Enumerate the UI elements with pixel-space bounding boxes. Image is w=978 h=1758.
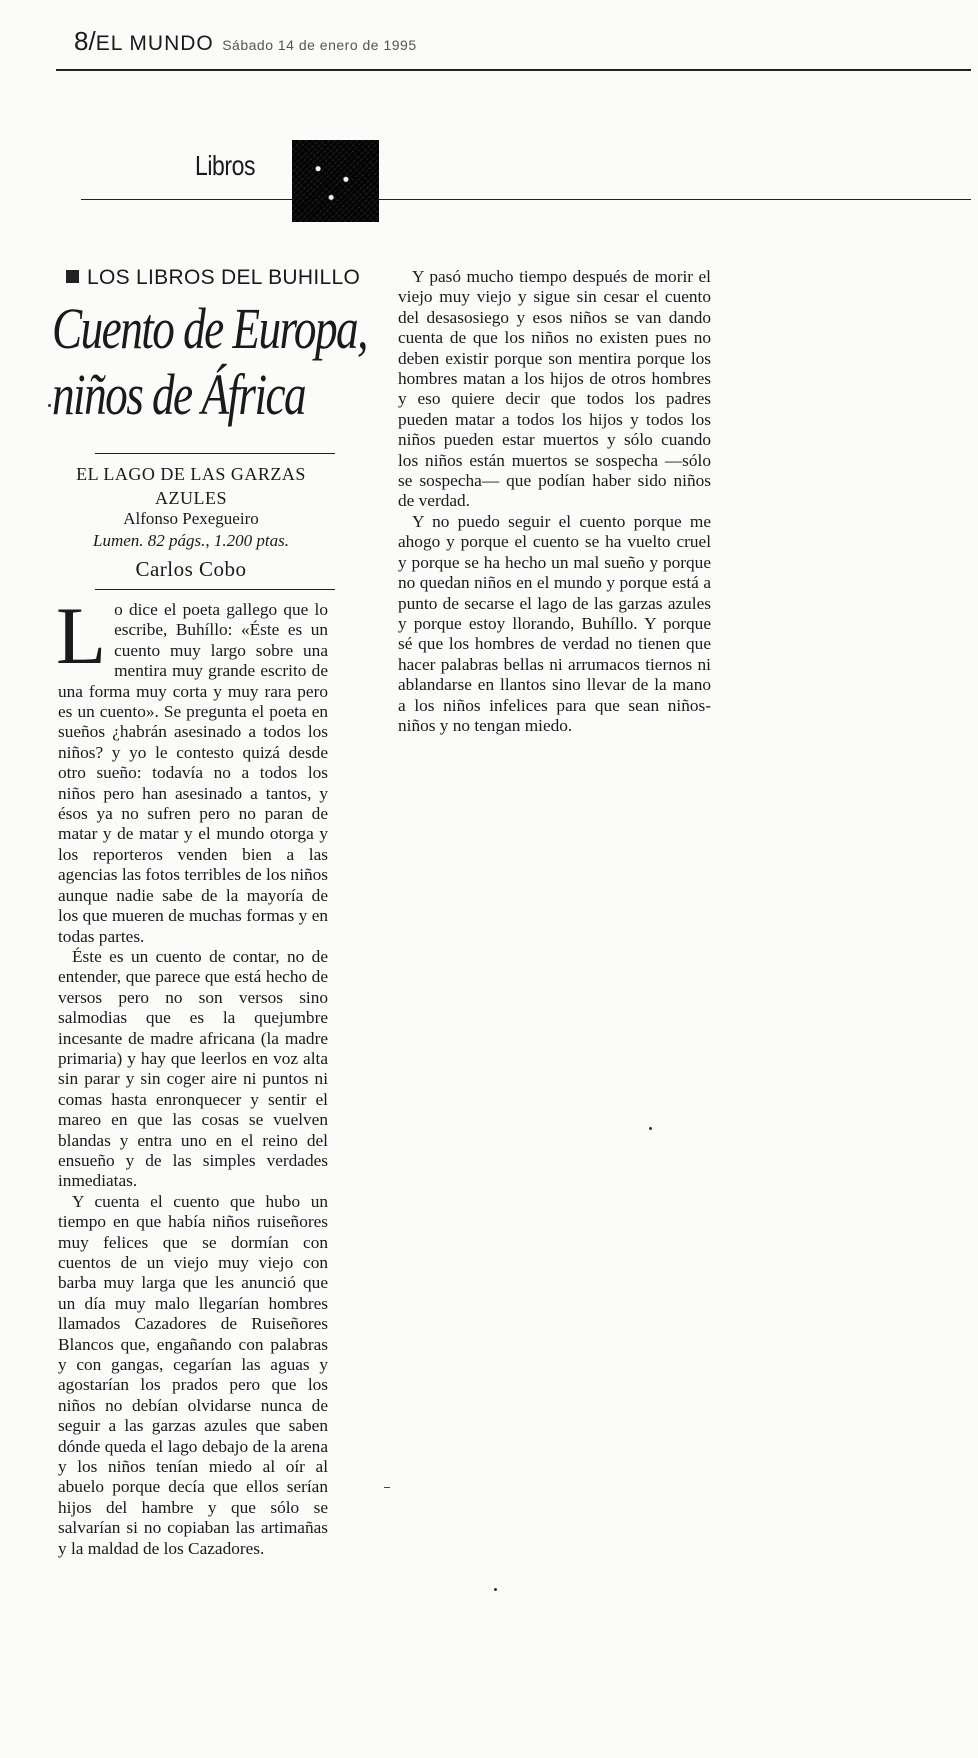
top-rule <box>56 69 971 71</box>
paragraph-1-text: o dice el poeta gallego que lo escribe, Buhíllo: «Éste es un cuento muy largo sobre una mentira muy grande escrito de una forma muy corta y muy rara pero es un cuento». Se pregunta el poeta en sueños ¿habrán asesinado a todos los niños? y yo le contesto quizá desde otro sueño: todavía no a todos los niños pero han asesinado a tantos, y ésos ya no sufren pero no paran de matar y de matar y el mundo otorga y los reporteros venden bien a las agencias las fotos terribles de los niños aunque nadie sabe de la mayoría de los que mueren de muchas formas y en todas partes. <box>58 600 328 946</box>
scan-speck <box>48 404 51 407</box>
reviewer-byline: Carlos Cobo <box>135 557 247 581</box>
info-rule-bottom <box>95 589 335 590</box>
scan-mark <box>384 1487 390 1488</box>
book-publisher-info: Lumen. 82 págs., 1.200 ptas. <box>93 531 289 550</box>
headline <box>52 296 367 428</box>
page-number: 8/ <box>74 26 96 56</box>
kicker <box>66 266 360 290</box>
article-paragraph-2: Éste es un cuento de contar, no de entender, que parece que está hecho de versos pero no son versos sino salmodias que es la quejumbre incesante de madre africana (la madre primaria) y hay que leerlos en voz alta sin parar y sin coger aire ni puntos ni comas hasta enronquecer y sentir el mareo en que las cosas se vuelven blandas y entra uno en el reino del ensueño y de las simples verdades inmediatas. <box>58 946 328 1191</box>
article-paragraph-1 <box>56 590 328 947</box>
scan-speck <box>649 1127 652 1130</box>
square-bullet-icon <box>66 270 79 283</box>
headline-line-2: niños de África <box>52 362 306 427</box>
info-rule-top <box>95 453 335 454</box>
article-column-1 <box>56 590 328 1559</box>
book-title: EL LAGO DE LAS GARZAS AZULES <box>76 464 306 508</box>
drop-cap: L <box>56 590 107 681</box>
newspaper-name: EL MUNDO <box>95 32 214 55</box>
article-column-2 <box>398 267 711 736</box>
scan-speck <box>494 1588 497 1591</box>
section-rule <box>81 199 971 200</box>
book-author: Alfonso Pexegueiro <box>123 509 259 528</box>
headline-line-1: Cuento de Europa, <box>52 296 367 361</box>
article-paragraph-3: Y cuenta el cuento que hubo un tiempo en que había niños ruiseñores muy felices que se dormían con cuentos de un viejo muy viejo con barba muy larga que les anunció que un día muy malo llegarían hombres llamados Cazadores de Ruiseñores Blancos que, engañando con palabras y con gangas, cegarían las aguas y agostarían los prados pero que los niños no debían olvidarse nunca de seguir a las garzas azules que saben dónde queda el lago debajo de la arena y los niños tenían miedo al oír al abuelo porque decía que ellos serían hijos del hambre y que sólo se salvarían si no copiaban las artimañas y la maldad de los Cazadores. <box>58 1191 328 1558</box>
kicker-text: LOS LIBROS DEL BUHILLO <box>87 266 361 289</box>
article-paragraph-4: Y pasó mucho tiempo después de morir el viejo muy viejo y sigue sin cesar el cuento del desasosiego y esos niños se van dando cuenta de que los niños no existen pues no deben existir porque son mentira porque los hombres matan a los hijos de otros hombres y eso quiere decir que todos los padres pueden matar a todos los hijos y todos los niños pueden estar muertos y sólo cuando los niños están muertos se sospecha —sólo se sospecha— que podían haber sido niños de verdad. <box>398 267 711 511</box>
running-head <box>74 26 417 57</box>
section-label: Libros <box>195 150 256 181</box>
article-paragraph-5: Y no puedo seguir el cuento porque me ahogo y porque el cuento se ha vuelto cruel y porque se ha hecho un mal sueño y porque no quedan niños en el mundo y porque está a punto de secarse el lago de las garzas azules y porque estoy llorando, Buhíllo. Y porque sé que los hombres de verdad no tienen que hacer palabras bellas ni arrumacos tiernos ni ablandarse en llantos sino llevar de la mano a los niños infelices para que sean niños-niños y no tengan miedo. <box>398 511 711 735</box>
issue-date: Sábado 14 de enero de 1995 <box>222 37 417 53</box>
section-emblem-image <box>292 140 379 222</box>
